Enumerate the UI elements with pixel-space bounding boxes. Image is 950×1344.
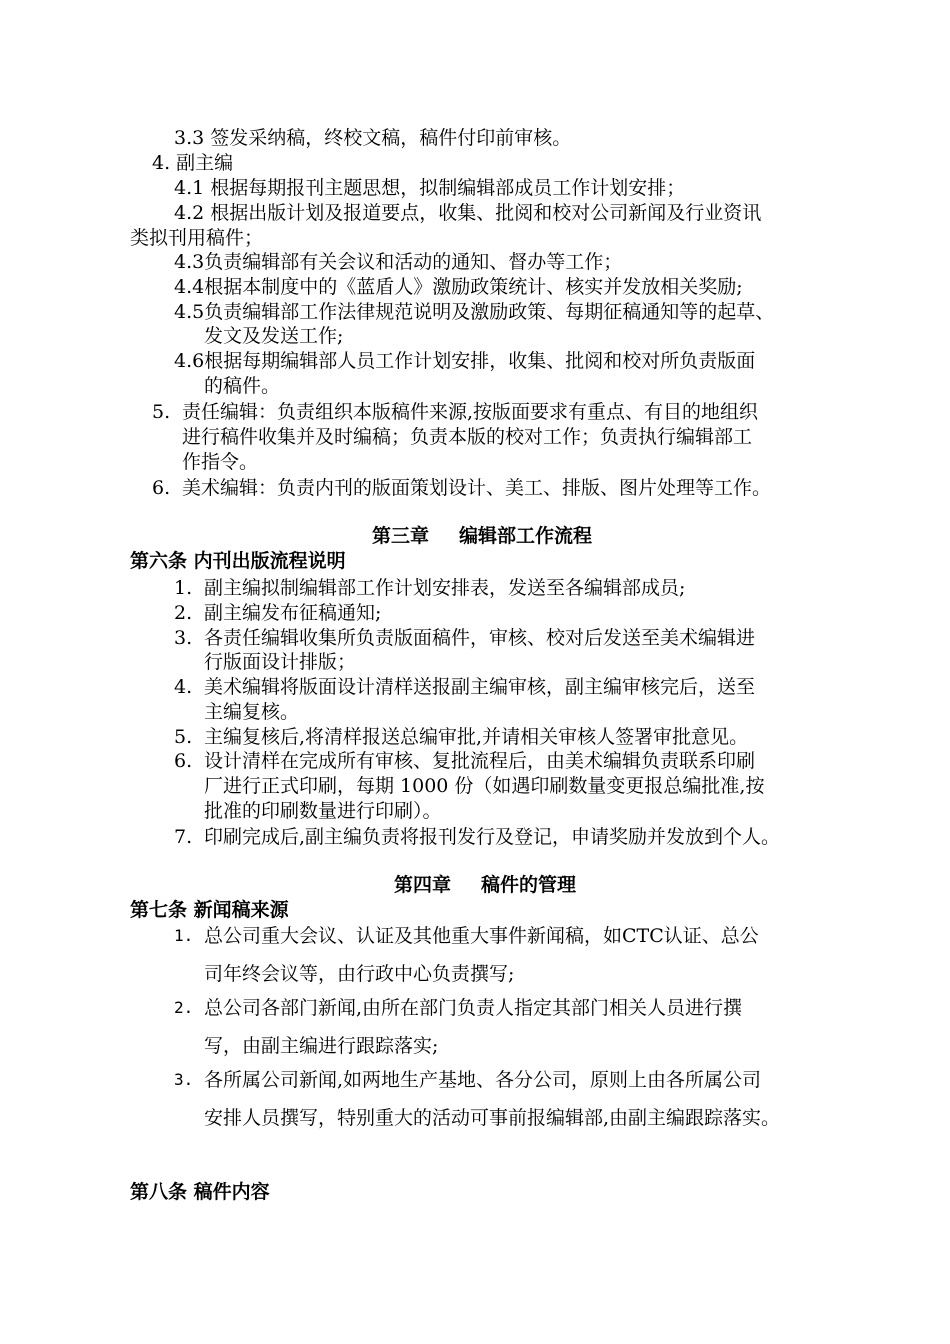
article-6-item-text: 设计清样在完成所有审核、复批流程后，由美术编辑负责联系印刷 xyxy=(204,750,756,772)
article-7-heading: 第七条 新闻稿来源 xyxy=(130,899,289,921)
article-7-item-text: 总公司各部门新闻,由所在部门负责人指定其部门相关人员进行撰 xyxy=(204,997,743,1019)
article-6-item-text: 批准的印刷数量进行印刷）。 xyxy=(204,800,442,822)
chapter-3-title: 编辑部工作流程 xyxy=(459,525,593,547)
chapter-4-label: 第四章 xyxy=(394,874,452,896)
item-4-2-line1: 4.2 根据出版计划及报道要点，收集、批阅和校对公司新闻及行业资讯 xyxy=(174,202,762,224)
article-7-item-text: 安排人员撰写，特别重大的活动可事前报编辑部,由副主编跟踪落实。 xyxy=(204,1107,781,1129)
item-4-5-line1: 4.5负责编辑部工作法律规范说明及激励政策、每期征稿通知等的起草、 xyxy=(174,301,775,323)
article-7-item-text: 各所属公司新闻,如两地生产基地、各分公司，原则上由各所属公司 xyxy=(204,1069,762,1091)
article-6-heading: 第六条 内刊出版流程说明 xyxy=(130,550,346,572)
item-5-line1: 责任编辑：负责组织本版稿件来源,按版面要求有重点、有目的地组织 xyxy=(182,401,759,423)
item-4-6-line1: 4.6根据每期编辑部人员工作计划安排，收集、批阅和校对所负责版面 xyxy=(174,350,756,372)
item-6-number: 6. xyxy=(152,477,171,499)
article-6-item-text: 美术编辑将版面设计清样送报副主编审核，副主编审核完后，送至 xyxy=(204,676,756,698)
article-6-item-number: 7. xyxy=(174,826,193,848)
item-4-2-line2: 类拟刊用稿件； xyxy=(130,227,264,249)
article-6-item-text: 印刷完成后,副主编负责将报刊发行及登记，申请奖励并发放到个人。 xyxy=(204,826,781,848)
item-4-1: 4.1 根据每期报刊主题思想，拟制编辑部成员工作计划安排； xyxy=(174,177,686,199)
item-5-number: 5. xyxy=(152,401,171,423)
article-6-item-text: 主编复核。 xyxy=(204,701,300,723)
article-7-item-number: 3. xyxy=(174,1070,194,1089)
item-6-line1: 美术编辑：负责内刊的版面策划设计、美工、排版、图片处理等工作。 xyxy=(182,477,772,499)
article-7-item-number: 1. xyxy=(174,926,194,945)
article-6-item-number: 4. xyxy=(174,676,193,698)
article-6-item-text: 副主编拟制编辑部工作计划安排表，发送至各编辑部成员; xyxy=(204,577,686,599)
article-6-item-text: 行版面设计排版； xyxy=(204,651,357,673)
article-8-heading: 第八条 稿件内容 xyxy=(130,1181,270,1203)
article-6-item-text: 厂进行正式印刷，每期 1000 份（如遇印刷数量变更报总编批准,按 xyxy=(204,775,765,797)
item-5-line2: 进行稿件收集并及时编稿；负责本版的校对工作；负责执行编辑部工 xyxy=(182,426,753,448)
article-7-item-text: 司年终会议等，由行政中心负责撰写; xyxy=(204,963,515,985)
article-7-item-number: 2. xyxy=(174,998,194,1017)
chapter-4-title: 稿件的管理 xyxy=(481,874,577,896)
item-4-3: 4.3负责编辑部有关会议和活动的通知、督办等工作； xyxy=(174,251,623,273)
article-6-item-text: 各责任编辑收集所负责版面稿件，审核、校对后发送至美术编辑进 xyxy=(204,627,756,649)
article-6-item-text: 副主编发布征稿通知; xyxy=(204,602,382,624)
article-6-item-number: 6. xyxy=(174,750,193,772)
item-3-3: 3.3 签发采纳稿，终校文稿，稿件付印前审核。 xyxy=(174,127,572,149)
article-6-item-number: 3. xyxy=(174,627,193,649)
article-6-item-text: 主编复核后,将清样报送总编审批,并请相关审核人签署审批意见。 xyxy=(204,726,749,748)
item-4-4: 4.4根据本制度中的《蓝盾人》激励政策统计、核实并发放相关奖励; xyxy=(174,276,743,298)
item-4-title: 4. 副主编 xyxy=(152,152,234,174)
article-6-item-number: 1. xyxy=(174,577,193,599)
item-4-5-line2: 发文及发送工作; xyxy=(204,325,344,347)
chapter-3-label: 第三章 xyxy=(372,525,430,547)
article-7-item-text: 写，由副主编进行跟踪落实; xyxy=(204,1035,439,1057)
article-7-item-text: 总公司重大会议、认证及其他重大事件新闻稿，如CTC认证、总公 xyxy=(204,925,759,947)
item-4-6-line2: 的稿件。 xyxy=(204,375,281,397)
chapter-3-heading xyxy=(372,524,592,548)
chapter-4-heading xyxy=(394,873,576,897)
item-5-line3: 作指令。 xyxy=(182,451,259,473)
article-6-item-number: 2. xyxy=(174,602,193,624)
article-6-item-number: 5. xyxy=(174,726,193,748)
